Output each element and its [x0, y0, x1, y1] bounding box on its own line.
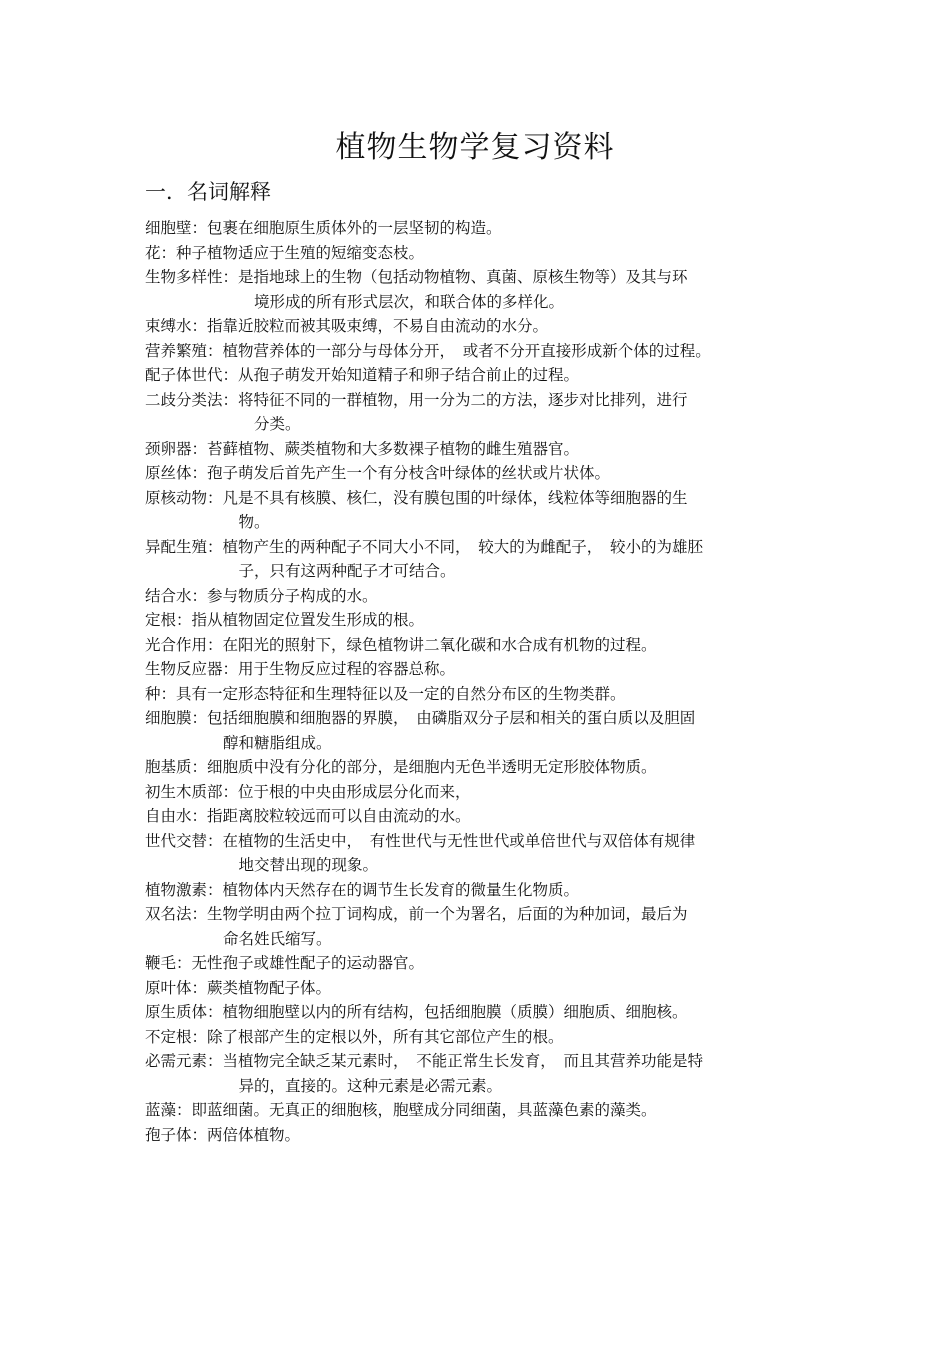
glossary-term: 花： [145, 243, 177, 262]
glossary-definition: 当植物完全缺乏某元素时， 不能正常生长发育， 而且其营养功能是特 [222, 1052, 704, 1070]
glossary-term: 胞基质： [145, 758, 208, 776]
glossary-definition: 植物体内天然存在的调节生长发育的微量生化物质。 [222, 880, 580, 899]
glossary-term: 生物多样性： [145, 268, 239, 286]
glossary-definition-continued: 分类。 [254, 415, 301, 433]
glossary-entry [145, 1123, 825, 1148]
section-heading: 一．名词解释 [145, 180, 271, 204]
glossary-definition: 孢子萌发后首先产生一个有分枝含叶绿体的丝状或片状体。 [207, 464, 611, 482]
glossary-definition-continued: 子，只有这两种配子才可结合。 [238, 562, 456, 580]
glossary-entry [145, 657, 825, 682]
glossary-definition-continued: 异的，直接的。这种元素是必需元素。 [238, 1076, 503, 1095]
glossary-definition: 具有一定形态特征和生理特征以及一定的自然分布区的生物类群。 [176, 684, 626, 703]
glossary-definition: 两倍体植物。 [207, 1125, 301, 1144]
glossary-term: 结合水： [145, 586, 208, 605]
glossary-term: 颈卵器： [145, 439, 208, 458]
glossary-definition: 苔藓植物、蕨类植物和大多数裸子植物的雌生殖器官。 [207, 439, 580, 458]
glossary-definition: 用于生物反应过程的容器总称。 [238, 660, 456, 678]
glossary-entry [145, 633, 825, 658]
glossary-entry [145, 682, 825, 707]
glossary-term: 蓝藻： [145, 1101, 192, 1119]
glossary-term: 双名法： [145, 905, 208, 923]
glossary-term: 二歧分类法： [145, 390, 239, 409]
glossary-entry [145, 706, 825, 731]
glossary-entry [145, 265, 825, 290]
glossary-definition: 是指地球上的生物（包括动物植物、真菌、原核生物等）及其与环 [238, 268, 688, 286]
glossary-entry [145, 829, 825, 854]
glossary-term: 原核动物： [145, 488, 223, 507]
glossary-entry [145, 804, 825, 829]
glossary-term: 不定根： [145, 1027, 208, 1046]
glossary-definition-continued: 境形成的所有形式层次，和联合体的多样化。 [254, 292, 565, 311]
glossary-definition: 从孢子萌发开始知道精子和卵子结合前止的过程。 [238, 366, 580, 384]
glossary-term: 必需元素： [145, 1052, 223, 1070]
glossary-entry [145, 314, 825, 339]
glossary-term: 鞭毛： [145, 954, 192, 972]
glossary-entry [145, 388, 825, 413]
glossary-definition: 细胞质中没有分化的部分，是细胞内无色半透明无定形胶体物质。 [207, 758, 657, 776]
glossary-term: 自由水： [145, 807, 208, 825]
glossary-definition: 指距离胶粒较远而可以自由流动的水。 [207, 807, 471, 825]
glossary-term: 束缚水： [145, 317, 208, 335]
glossary-definition: 包括细胞膜和细胞器的界膜， 由磷脂双分子层和相关的蛋白质以及胆固 [207, 709, 696, 727]
glossary-term: 原丝体： [145, 464, 208, 482]
glossary-definition: 凡是不具有核膜、核仁，没有膜包围的叶绿体，线粒体等细胞器的生 [222, 488, 688, 507]
glossary-entry [145, 461, 825, 486]
glossary-term: 细胞膜： [145, 709, 208, 727]
glossary-term: 生物反应器： [145, 660, 239, 678]
glossary-definition: 植物细胞壁以内的所有结构，包括细胞膜（质膜）细胞质、细胞核。 [222, 1003, 688, 1021]
glossary-term: 植物激素： [145, 880, 223, 899]
glossary-entry [145, 780, 825, 805]
glossary-definition: 在阳光的照射下，绿色植物讲二氧化碳和水合成有机物的过程。 [222, 635, 657, 654]
glossary-definition: 将特征不同的一群植物，用一分为二的方法，逐步对比排列，进行 [238, 390, 688, 409]
glossary-entry [145, 1098, 825, 1123]
glossary-definition: 包裹在细胞原生质体外的一层坚韧的构造。 [207, 219, 502, 237]
glossary-definition-continued: 醇和糖脂组成。 [223, 733, 332, 752]
glossary-term: 原生质体： [145, 1003, 223, 1021]
glossary-definition: 指靠近胶粒而被其吸束缚，不易自由流动的水分。 [207, 317, 549, 335]
glossary-entry [145, 878, 825, 903]
glossary-term: 种： [145, 684, 177, 703]
glossary-entry [145, 608, 825, 633]
glossary-entry [145, 486, 825, 511]
glossary-definition: 种子植物适应于生殖的短缩变态枝。 [176, 243, 425, 262]
glossary-definition: 在植物的生活史中， 有性世代与无性世代或单倍世代与双倍体有规律 [222, 831, 696, 850]
glossary-definition: 植物产生的两种配子不同大小不同， 较大的为雌配子， 较小的为雄胚 [222, 537, 704, 556]
glossary-entry [145, 902, 825, 927]
glossary-entry [145, 241, 825, 266]
glossary-definition-continued: 地交替出现的现象。 [238, 856, 379, 874]
glossary-definition: 除了根部产生的定根以外，所有其它部位产生的根。 [207, 1027, 564, 1046]
glossary-term: 细胞壁： [145, 219, 208, 237]
glossary-definition: 无性孢子或雄性配子的运动器官。 [191, 954, 425, 972]
glossary-list [145, 216, 825, 1147]
glossary-term: 原叶体： [145, 978, 208, 997]
glossary-entry [145, 437, 825, 462]
glossary-definition-continued: 命名姓氏缩写。 [223, 929, 332, 948]
glossary-term: 配子体世代： [145, 366, 239, 384]
glossary-entry [145, 339, 825, 364]
glossary-term: 光合作用： [145, 635, 223, 654]
glossary-term: 异配生殖： [145, 537, 223, 556]
glossary-definition: 参与物质分子构成的水。 [207, 586, 378, 605]
glossary-entry [145, 216, 825, 241]
glossary-entry [145, 755, 825, 780]
glossary-term: 孢子体： [145, 1125, 208, 1144]
glossary-entry [145, 1000, 825, 1025]
glossary-entry [145, 584, 825, 609]
glossary-definition-continued: 物。 [238, 513, 270, 531]
glossary-definition: 植物营养体的一部分与母体分开， 或者不分开直接形成新个体的过程。 [222, 341, 711, 360]
glossary-definition: 蕨类植物配子体。 [207, 978, 332, 997]
glossary-term: 世代交替： [145, 831, 223, 850]
glossary-entry [145, 363, 825, 388]
glossary-entry [145, 976, 825, 1001]
glossary-definition: 指从植物固定位置发生形成的根。 [191, 611, 425, 629]
glossary-definition: 即蓝细菌。无真正的细胞核，胞壁成分同细菌，具蓝藻色素的藻类。 [191, 1101, 657, 1119]
glossary-term: 营养繁殖： [145, 341, 223, 360]
glossary-entry [145, 951, 825, 976]
document-title: 植物生物学复习资料 [335, 130, 615, 165]
glossary-entry [145, 1025, 825, 1050]
glossary-entry [145, 535, 825, 560]
glossary-entry [145, 1049, 825, 1074]
glossary-definition: 位于根的中央由形成层分化而来， [238, 782, 471, 801]
glossary-term: 定根： [145, 611, 192, 629]
glossary-definition: 生物学明由两个拉丁词构成，前一个为署名，后面的为种加词，最后为 [207, 905, 688, 923]
glossary-term: 初生木质部： [145, 782, 239, 801]
